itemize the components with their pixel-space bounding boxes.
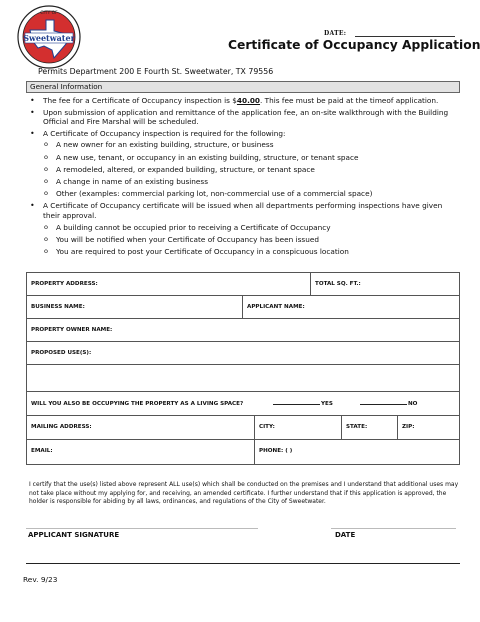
city-seal-logo (16, 4, 82, 70)
email-field[interactable]: EMAIL: (27, 440, 255, 464)
no-option[interactable] (360, 401, 417, 407)
city-field[interactable]: CITY: (255, 416, 342, 439)
zip-field[interactable]: ZIP: (402, 424, 415, 430)
fee-bullet (26, 96, 460, 106)
date-input-line[interactable] (355, 36, 455, 37)
proposed-uses-field[interactable]: PROPOSED USE(S): (31, 350, 92, 356)
date-label: DATE: (324, 30, 347, 37)
certification-statement: I certify that the use(s) listed above represent ALL use(s) which shall be conducted on the premises and I understand that additional uses may not take place without my applying for, and receiving, an amended certificate. I further understand that if this application is approved, the holder is responsible for abiding by all laws, ordinances, and regulations of the City of Sweetwater. (29, 481, 459, 506)
required-item: o A change in name of an existing business (26, 177, 460, 187)
application-form-table (26, 272, 460, 465)
walkthrough-bullet: • Upon submission of application and remittance of the application fee, an on-site walkthrough with the Building Official and Fire Marshal will be scheduled. (26, 108, 460, 127)
required-item: o A remodeled, altered, or expanded building, structure, or tenant space (26, 165, 460, 175)
property-owner-name-field[interactable]: PROPERTY OWNER NAME: (31, 327, 113, 333)
page-title: Certificate of Occupancy Application (228, 38, 480, 52)
footer-divider (26, 563, 460, 564)
department-address: Permits Department 200 E Fourth St. Sweetwater, TX 79556 (38, 67, 274, 76)
form-row-proposed-use-continued (27, 365, 459, 392)
property-address-field[interactable]: PROPERTY ADDRESS: (27, 273, 311, 295)
signature-date-line[interactable] (331, 528, 456, 529)
state-field[interactable]: STATE: (342, 416, 398, 439)
proposed-uses-extra-line[interactable] (27, 365, 459, 391)
applicant-signature-label: APPLICANT SIGNATURE (28, 531, 120, 539)
business-name-field[interactable]: BUSINESS NAME: (27, 296, 243, 318)
required-item: o Other (examples: commercial parking lot, non-commercial use of a commercial space) (26, 189, 460, 199)
living-space-question (27, 392, 459, 415)
yes-label: YES (321, 401, 333, 407)
seal-name-text: Sweetwater (23, 33, 75, 43)
required-item: o A new owner for an existing building, structure, or business (26, 140, 460, 150)
yes-blank[interactable] (273, 404, 320, 405)
fee-text-prefix: The fee for a Certificate of Occupancy inspection is $ (43, 96, 237, 105)
fee-amount: 40.00 (236, 96, 261, 105)
form-row-mailing (27, 416, 459, 440)
signature-date-label: DATE (335, 531, 356, 539)
form-row-owner (27, 319, 459, 342)
revision-label: Rev. 9/23 (23, 575, 58, 584)
form-row-contact (27, 440, 459, 464)
required-item: o A new use, tenant, or occupancy in an existing building, structure, or tenant space (26, 153, 460, 163)
fee-text-suffix: . This fee must be paid at the timeof application. (260, 96, 439, 105)
issued-item: o You are required to post your Certificate of Occupancy in a conspicuous location (26, 247, 460, 257)
seal-ring-text: CITY OF (40, 11, 58, 16)
general-information-list (26, 96, 460, 259)
yes-option[interactable] (273, 401, 333, 407)
phone-field[interactable]: PHONE: ( ) (259, 448, 293, 454)
required-intro-bullet: • A Certificate of Occupancy inspection is required for the following: (26, 129, 460, 139)
issued-intro-bullet: • A Certificate of Occupancy certificate will be issued when all departments performing inspections have given their approval. (26, 201, 460, 220)
applicant-signature-line[interactable] (26, 528, 258, 529)
applicant-name-field[interactable]: APPLICANT NAME: (247, 304, 305, 310)
form-row-property (27, 273, 459, 296)
form-row-proposed-use (27, 342, 459, 365)
mailing-address-field[interactable]: MAILING ADDRESS: (27, 416, 255, 439)
no-label: NO (408, 401, 418, 407)
section-header-general-information: General Information (26, 81, 460, 93)
total-sq-ft-field[interactable]: TOTAL SQ. FT.: (315, 281, 361, 287)
living-space-question-text: WILL YOU ALSO BE OCCUPYING THE PROPERTY AS A LIVING SPACE? (31, 401, 244, 407)
no-blank[interactable] (360, 404, 407, 405)
form-row-living-space (27, 392, 459, 416)
form-row-business (27, 296, 459, 319)
issued-item: o You will be notified when your Certificate of Occupancy has been issued (26, 235, 460, 245)
issued-item: o A building cannot be occupied prior to receiving a Certificate of Occupancy (26, 223, 460, 233)
